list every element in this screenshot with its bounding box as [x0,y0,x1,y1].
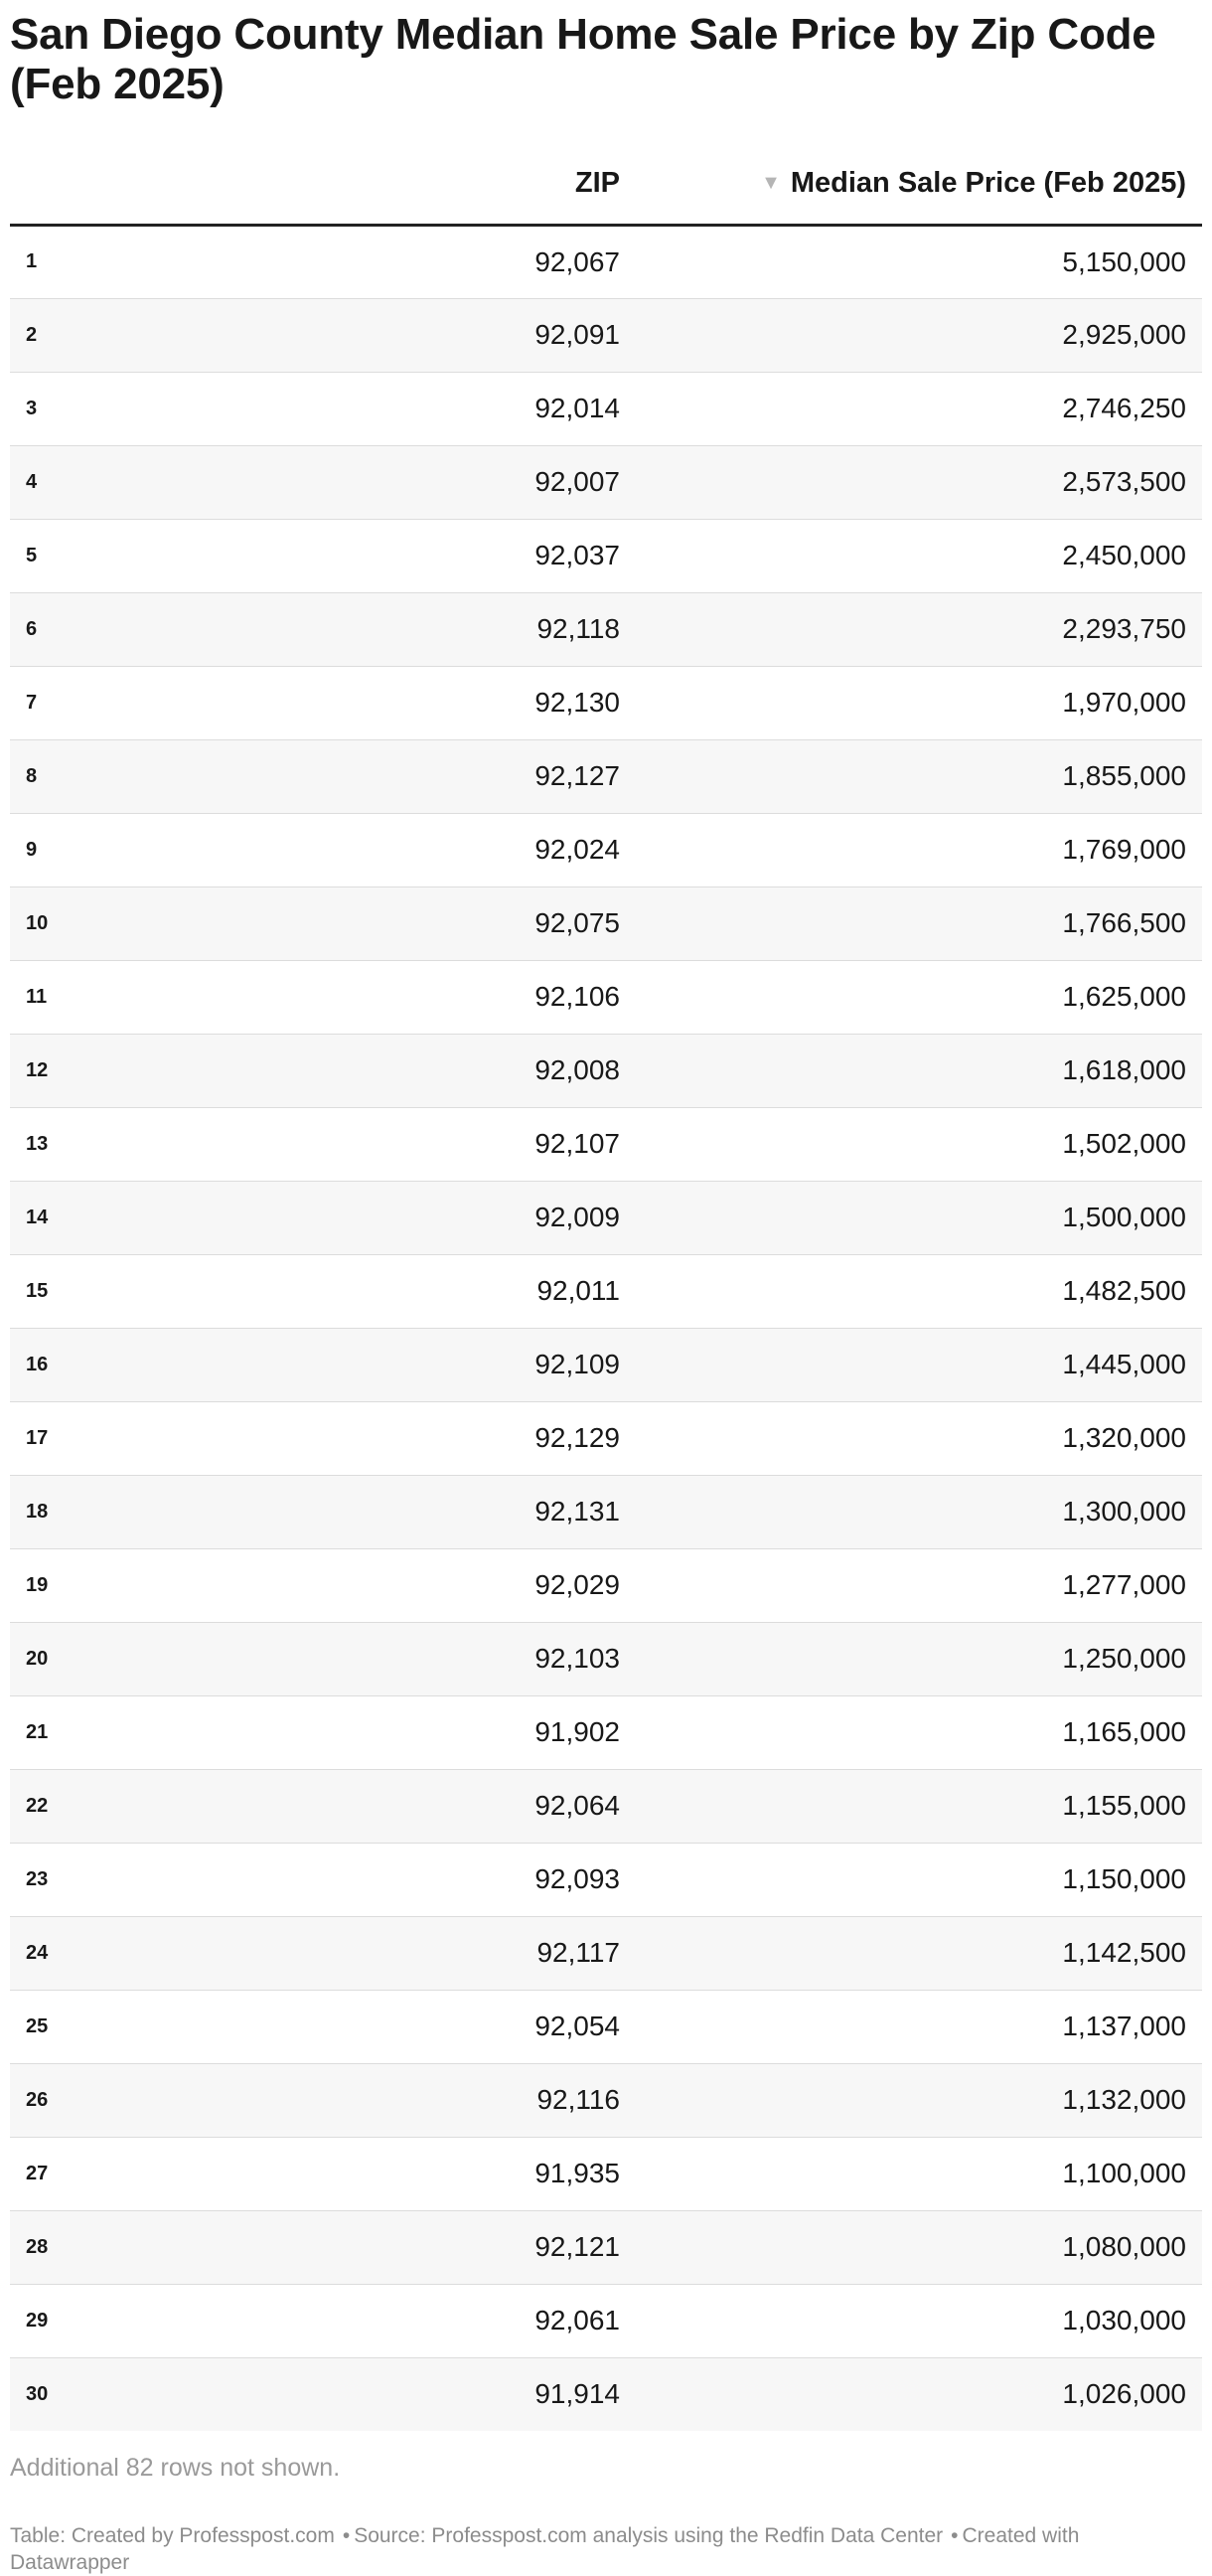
table-row [10,1107,1202,1181]
cell-price: 1,080,000 [636,2210,1202,2284]
table-row [10,1181,1202,1254]
table-row [10,1990,1202,2063]
cell-price: 1,030,000 [636,2284,1202,2357]
data-table [10,143,1202,2431]
cell-rank: 27 [10,2137,308,2210]
cell-zip: 92,109 [308,1328,636,1401]
table-row [10,1328,1202,1401]
table-row [10,886,1202,960]
cell-price: 1,502,000 [636,1107,1202,1181]
cell-price: 2,450,000 [636,519,1202,592]
column-header-rank[interactable] [10,143,308,225]
cell-rank: 4 [10,445,308,519]
cell-zip: 92,054 [308,1990,636,2063]
footer-separator: • [342,2524,351,2547]
cell-rank: 19 [10,1548,308,1622]
cell-rank: 1 [10,225,308,298]
cell-rank: 7 [10,666,308,739]
table-row [10,1475,1202,1548]
cell-zip: 92,064 [308,1769,636,1843]
cell-price: 2,925,000 [636,298,1202,372]
cell-price: 1,300,000 [636,1475,1202,1548]
cell-zip: 92,117 [308,1916,636,1990]
cell-price: 1,277,000 [636,1548,1202,1622]
cell-zip: 92,007 [308,445,636,519]
cell-price: 1,165,000 [636,1695,1202,1769]
table-row [10,1843,1202,1916]
table-row [10,2210,1202,2284]
cell-zip: 92,091 [308,298,636,372]
cell-rank: 15 [10,1254,308,1328]
table-row [10,225,1202,298]
cell-price: 1,250,000 [636,1622,1202,1695]
cell-zip: 92,011 [308,1254,636,1328]
table-row [10,1548,1202,1622]
cell-rank: 22 [10,1769,308,1843]
table-row [10,372,1202,445]
cell-rank: 14 [10,1181,308,1254]
table-row [10,960,1202,1034]
cell-price: 1,155,000 [636,1769,1202,1843]
cell-rank: 23 [10,1843,308,1916]
footer-source: Source: Professpost.com analysis using the Redfin Data Center [354,2524,944,2547]
cell-zip: 92,131 [308,1475,636,1548]
cell-zip: 92,061 [308,2284,636,2357]
table-row [10,813,1202,886]
cell-rank: 16 [10,1328,308,1401]
cell-zip: 91,935 [308,2137,636,2210]
cell-price: 2,746,250 [636,372,1202,445]
cell-price: 1,769,000 [636,813,1202,886]
cell-rank: 8 [10,739,308,813]
cell-price: 1,142,500 [636,1916,1202,1990]
chart-footer [10,2522,1202,2576]
cell-price: 1,618,000 [636,1034,1202,1107]
cell-price: 1,970,000 [636,666,1202,739]
table-row [10,2284,1202,2357]
cell-zip: 92,103 [308,1622,636,1695]
cell-price: 1,320,000 [636,1401,1202,1475]
chart-title: San Diego County Median Home Sale Price by Zip Code (Feb 2025) [10,10,1156,108]
cell-price: 5,150,000 [636,225,1202,298]
table-header [10,143,1202,225]
cell-rank: 25 [10,1990,308,2063]
table-row [10,1254,1202,1328]
cell-zip: 92,024 [308,813,636,886]
cell-price: 1,150,000 [636,1843,1202,1916]
table-row [10,519,1202,592]
cell-zip: 92,029 [308,1548,636,1622]
cell-price: 1,445,000 [636,1328,1202,1401]
cell-zip: 92,116 [308,2063,636,2137]
cell-rank: 30 [10,2357,308,2431]
cell-rank: 3 [10,372,308,445]
cell-zip: 92,075 [308,886,636,960]
sort-descending-icon: ▼ [761,171,781,194]
rows-hidden-note: Additional 82 rows not shown. [10,2454,341,2482]
cell-rank: 13 [10,1107,308,1181]
cell-price: 1,026,000 [636,2357,1202,2431]
cell-zip: 92,037 [308,519,636,592]
table-row [10,666,1202,739]
cell-rank: 11 [10,960,308,1034]
cell-zip: 92,067 [308,225,636,298]
table-row [10,1622,1202,1695]
cell-zip: 92,129 [308,1401,636,1475]
cell-rank: 10 [10,886,308,960]
table-row [10,2063,1202,2137]
table-row [10,445,1202,519]
cell-zip: 92,130 [308,666,636,739]
cell-price: 1,132,000 [636,2063,1202,2137]
table-row [10,592,1202,666]
cell-rank: 12 [10,1034,308,1107]
cell-rank: 18 [10,1475,308,1548]
table-row [10,2357,1202,2431]
table-body [10,225,1202,2431]
table-row [10,1034,1202,1107]
cell-zip: 91,914 [308,2357,636,2431]
column-header-zip[interactable]: ZIP [308,143,636,225]
cell-zip: 92,008 [308,1034,636,1107]
cell-zip: 92,106 [308,960,636,1034]
cell-zip: 91,902 [308,1695,636,1769]
cell-zip: 92,127 [308,739,636,813]
table-row [10,1769,1202,1843]
header-row [10,143,1202,225]
cell-rank: 29 [10,2284,308,2357]
column-header-price[interactable] [636,143,1202,225]
cell-rank: 6 [10,592,308,666]
cell-rank: 26 [10,2063,308,2137]
cell-zip: 92,009 [308,1181,636,1254]
cell-price: 2,573,500 [636,445,1202,519]
footer-tool: Created with Datawrapper [10,2524,1080,2574]
cell-zip: 92,118 [308,592,636,666]
cell-rank: 9 [10,813,308,886]
cell-price: 1,137,000 [636,1990,1202,2063]
cell-zip: 92,014 [308,372,636,445]
cell-price: 1,100,000 [636,2137,1202,2210]
table-row [10,1401,1202,1475]
cell-price: 1,500,000 [636,1181,1202,1254]
footer-credit: Table: Created by Professpost.com [10,2524,335,2547]
cell-zip: 92,121 [308,2210,636,2284]
cell-rank: 20 [10,1622,308,1695]
column-header-price-label: Median Sale Price (Feb 2025) [790,166,1186,199]
table-row [10,1916,1202,1990]
cell-price: 1,625,000 [636,960,1202,1034]
cell-rank: 28 [10,2210,308,2284]
cell-zip: 92,093 [308,1843,636,1916]
cell-price: 1,482,500 [636,1254,1202,1328]
cell-rank: 24 [10,1916,308,1990]
footer-separator: • [951,2524,959,2547]
cell-price: 1,855,000 [636,739,1202,813]
cell-price: 2,293,750 [636,592,1202,666]
cell-rank: 2 [10,298,308,372]
table-row [10,2137,1202,2210]
cell-zip: 92,107 [308,1107,636,1181]
cell-price: 1,766,500 [636,886,1202,960]
table-row [10,739,1202,813]
cell-rank: 5 [10,519,308,592]
cell-rank: 21 [10,1695,308,1769]
table-row [10,298,1202,372]
table-row [10,1695,1202,1769]
cell-rank: 17 [10,1401,308,1475]
